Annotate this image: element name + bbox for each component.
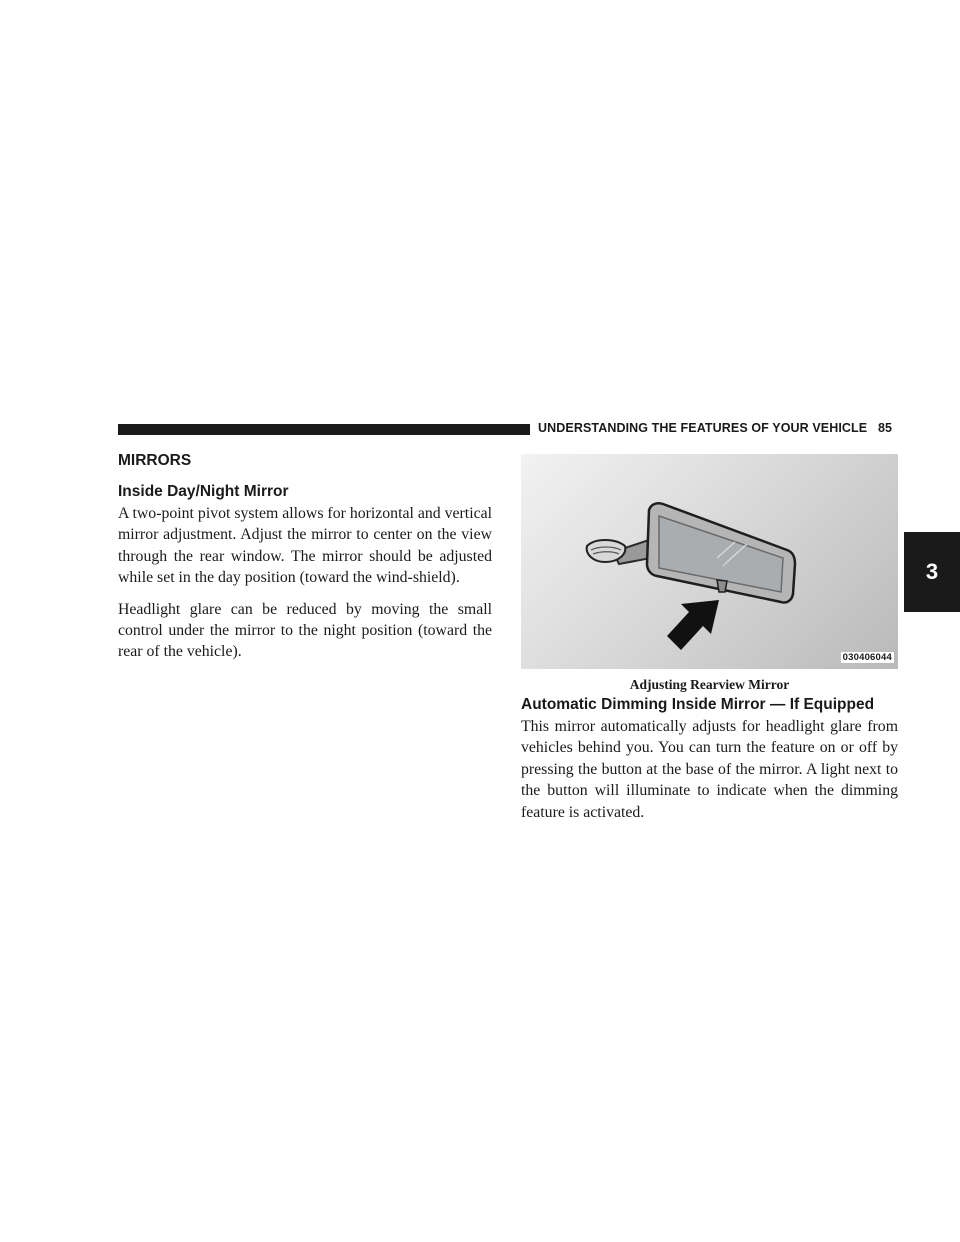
paragraph-auto-dimming: This mirror automatically adjusts for headlight glare from vehicles behind you. You can turn the feature on or off by pressing the button at the base of the mirror. A light next to the button will illuminate to indicate when the dimming feature is activated.	[521, 718, 898, 821]
header-rule	[118, 424, 530, 435]
paragraph-headlight-glare: Headlight glare can be reduced by moving the small control under the mirror to the night position (toward the rear of the vehicle).	[118, 600, 492, 661]
section-tab: 3	[904, 532, 960, 612]
subheading-day-night-mirror: Inside Day/Night Mirror	[118, 483, 289, 500]
arrow-pointer-icon	[667, 600, 719, 650]
left-column	[118, 452, 492, 673]
figure-code: 030406044	[842, 652, 892, 663]
running-header	[538, 421, 898, 435]
running-title: UNDERSTANDING THE FEATURES OF YOUR VEHICLE	[538, 421, 868, 435]
page-number: 85	[877, 421, 893, 435]
paragraph-pivot-system: A two-point pivot system allows for horizontal and vertical mirror adjustment. Adjust the mirror to center on the view through the rear window. The mirror should be adjusted while set in the day position (toward the wind-shield).	[118, 505, 492, 587]
subheading-auto-dimming-mirror: Automatic Dimming Inside Mirror — If Equipped	[521, 696, 875, 713]
mirror-figure	[521, 454, 898, 669]
section-title: MIRRORS	[118, 452, 192, 469]
right-column	[521, 454, 898, 833]
figure-caption: Adjusting Rearview Mirror	[629, 677, 790, 692]
rearview-mirror-illustration	[521, 454, 898, 669]
